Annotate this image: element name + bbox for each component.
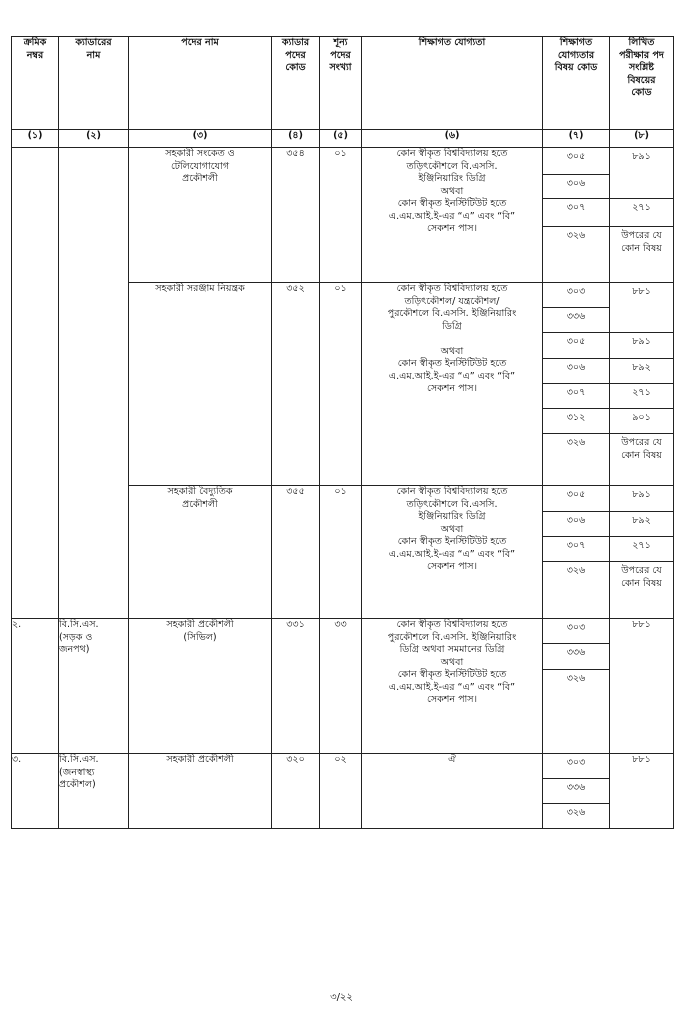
subject-code: ৩০৬	[543, 175, 609, 199]
cadre-code: ৩৫২	[272, 283, 320, 486]
qualification: কোন স্বীকৃত বিশ্ববিদ্যালয় হতে তড়িৎকৌশলে বি.এসসি. ইঞ্জিনিয়ারিং ডিগ্রি অথবা কোন স্বীকৃত ইনস্টিটিউট হতে এ.এম.আই.ই-এর “এ” এবং “বি” সেকশন পাস।	[362, 486, 543, 619]
vacancy-count: ০১	[320, 148, 362, 283]
table-row	[12, 754, 674, 829]
table-row	[12, 148, 674, 283]
exam-code: ২৭১	[610, 537, 673, 562]
exam-codes	[610, 283, 674, 486]
subject-code: ৩০৭	[543, 537, 609, 562]
cadre-code: ৩৫৪	[272, 148, 320, 283]
exam-code: ৮৯১	[610, 148, 673, 199]
subject-codes	[543, 148, 610, 283]
subject-code: ৩১২	[543, 409, 609, 434]
exam-codes	[610, 148, 674, 283]
subject-code: ৩০৭	[543, 199, 609, 227]
subject-code: ৩০৬	[543, 359, 609, 384]
exam-code: ২৭১	[610, 199, 673, 227]
cadre-code: ৩৩১	[272, 619, 320, 754]
exam-codes	[610, 486, 674, 619]
table-row	[12, 619, 674, 754]
serial-number: ৩.	[12, 754, 59, 829]
exam-code: ৮৯১	[610, 486, 673, 512]
subject-codes	[543, 754, 610, 829]
serial-cell	[12, 148, 59, 619]
exam-code: ৮৯২	[610, 512, 673, 537]
col-number: (৪)	[272, 130, 320, 148]
col-number: (৫)	[320, 130, 362, 148]
subject-code: ৩০৩	[543, 283, 609, 308]
exam-code: উপরের যে কোন বিষয়	[621, 437, 662, 461]
col-number: (২)	[59, 130, 129, 148]
subject-codes	[543, 283, 610, 486]
exam-code: ৮৯২	[610, 359, 673, 384]
post-name: সহকারী সংকেত ও টেলিযোগাযোগ প্রকৌশলী	[129, 148, 272, 283]
exam-code: ৮৮১	[610, 754, 674, 829]
header-vacancy: শূন্য পদের সংখ্যা	[320, 37, 362, 130]
subject-code: ৩০৩	[543, 619, 609, 644]
subject-code: ৩০৬	[543, 512, 609, 537]
col-number: (৩)	[129, 130, 272, 148]
col-number: (৮)	[610, 130, 674, 148]
exam-code: ৮৮১	[610, 283, 673, 333]
subject-code: ৩০৫	[543, 486, 609, 512]
header-row	[12, 37, 674, 130]
subject-codes	[543, 486, 610, 619]
vacancy-table	[11, 36, 674, 829]
header-cadre-code: ক্যাডার পদের কোড	[272, 37, 320, 130]
header-subject-code: শিক্ষাগত যোগ্যতার বিষয় কোড	[543, 37, 610, 130]
cadre-name: বি.সি.এস. (জনস্বাস্থ্য প্রকৌশল)	[59, 754, 129, 829]
col-number: (১)	[12, 130, 59, 148]
col-number: (৬)	[362, 130, 543, 148]
subject-code: ৩২৬	[566, 437, 586, 448]
qualification: ঐ	[362, 754, 543, 829]
vacancy-count: ০১	[320, 486, 362, 619]
header-qualification: শিক্ষাগত যোগ্যতা	[362, 37, 543, 130]
qualification: কোন স্বীকৃত বিশ্ববিদ্যালয় হতে পুরকৌশলে বি.এসসি. ইঞ্জিনিয়ারিং ডিগ্রি অথবা সমমানের ডিগ্রি অথবা কোন স্বীকৃত ইনস্টিটিউট হতে এ.এম.আই.ই-এর “এ” এবং “বি” সেকশন পাস।	[362, 619, 543, 754]
exam-code: ২৭১	[610, 384, 673, 409]
page-number: ৩/২২	[330, 992, 353, 1003]
post-name: সহকারী সরঞ্জাম নিয়ন্ত্রক	[129, 283, 272, 486]
header-exam-code: লিখিত পরীক্ষার পদ সংশ্লিষ্ট বিষয়ের কোড	[610, 37, 674, 130]
subject-code: ৩৩৬	[543, 308, 609, 333]
subject-code: ৩০৫	[543, 148, 609, 175]
subject-code: ৩০৭	[543, 384, 609, 409]
subject-code: ৩২৬	[566, 807, 586, 818]
post-name: সহকারী প্রকৌশলী (সিভিল)	[129, 619, 272, 754]
subject-code: ৩২৬	[566, 565, 586, 576]
header-cadre: ক্যাডারের নাম	[59, 37, 129, 130]
header-serial: ক্রমিক নম্বর	[12, 37, 59, 130]
vacancy-count: ০২	[320, 754, 362, 829]
exam-code: ৮৮১	[610, 619, 674, 754]
cadre-name: বি.সি.এস. (সড়ক ও জনপথ)	[59, 619, 129, 754]
post-name: সহকারী প্রকৌশলী	[129, 754, 272, 829]
qualification: কোন স্বীকৃত বিশ্ববিদ্যালয় হতে তড়িৎকৌশলে বি.এসসি. ইঞ্জিনিয়ারিং ডিগ্রি অথবা কোন স্বীকৃত ইনস্টিটিউট হতে এ.এম.আই.ই-এর “এ” এবং “বি” সেকশন পাস।	[362, 148, 543, 283]
vacancy-count: ০১	[320, 283, 362, 486]
cadre-cell	[59, 148, 129, 619]
post-name: সহকারী বৈদ্যুতিক প্রকৌশলী	[129, 486, 272, 619]
exam-code: উপরের যে কোন বিষয়	[621, 230, 662, 254]
exam-code: উপরের যে কোন বিষয়	[621, 565, 662, 589]
exam-code: ৮৯১	[610, 333, 673, 359]
qualification: কোন স্বীকৃত বিশ্ববিদ্যালয় হতে তড়িৎকৌশল/ যন্ত্রকৌশল/ পুরকৌশলে বি.এসসি. ইঞ্জিনিয়ারিং ডিগ্রি অথবা কোন স্বীকৃত ইনস্টিটিউট হতে এ.এম.আই.ই-এর “এ” এবং “বি” সেকশন পাস।	[362, 283, 543, 486]
subject-code: ৩৩৬	[543, 779, 609, 804]
subject-code: ৩২৬	[566, 673, 586, 684]
cadre-code: ৩৫৫	[272, 486, 320, 619]
subject-code: ৩৩৬	[543, 644, 609, 670]
serial-number: ২.	[12, 619, 59, 754]
header-post: পদের নাম	[129, 37, 272, 130]
subject-code: ৩০৫	[543, 333, 609, 359]
exam-code: ৯০১	[610, 409, 673, 434]
vacancy-count: ৩৩	[320, 619, 362, 754]
subject-code: ৩০৩	[543, 754, 609, 779]
cadre-code: ৩২০	[272, 754, 320, 829]
column-number-row	[12, 130, 674, 148]
subject-code: ৩২৬	[566, 230, 586, 241]
subject-codes	[543, 619, 610, 754]
col-number: (৭)	[543, 130, 610, 148]
